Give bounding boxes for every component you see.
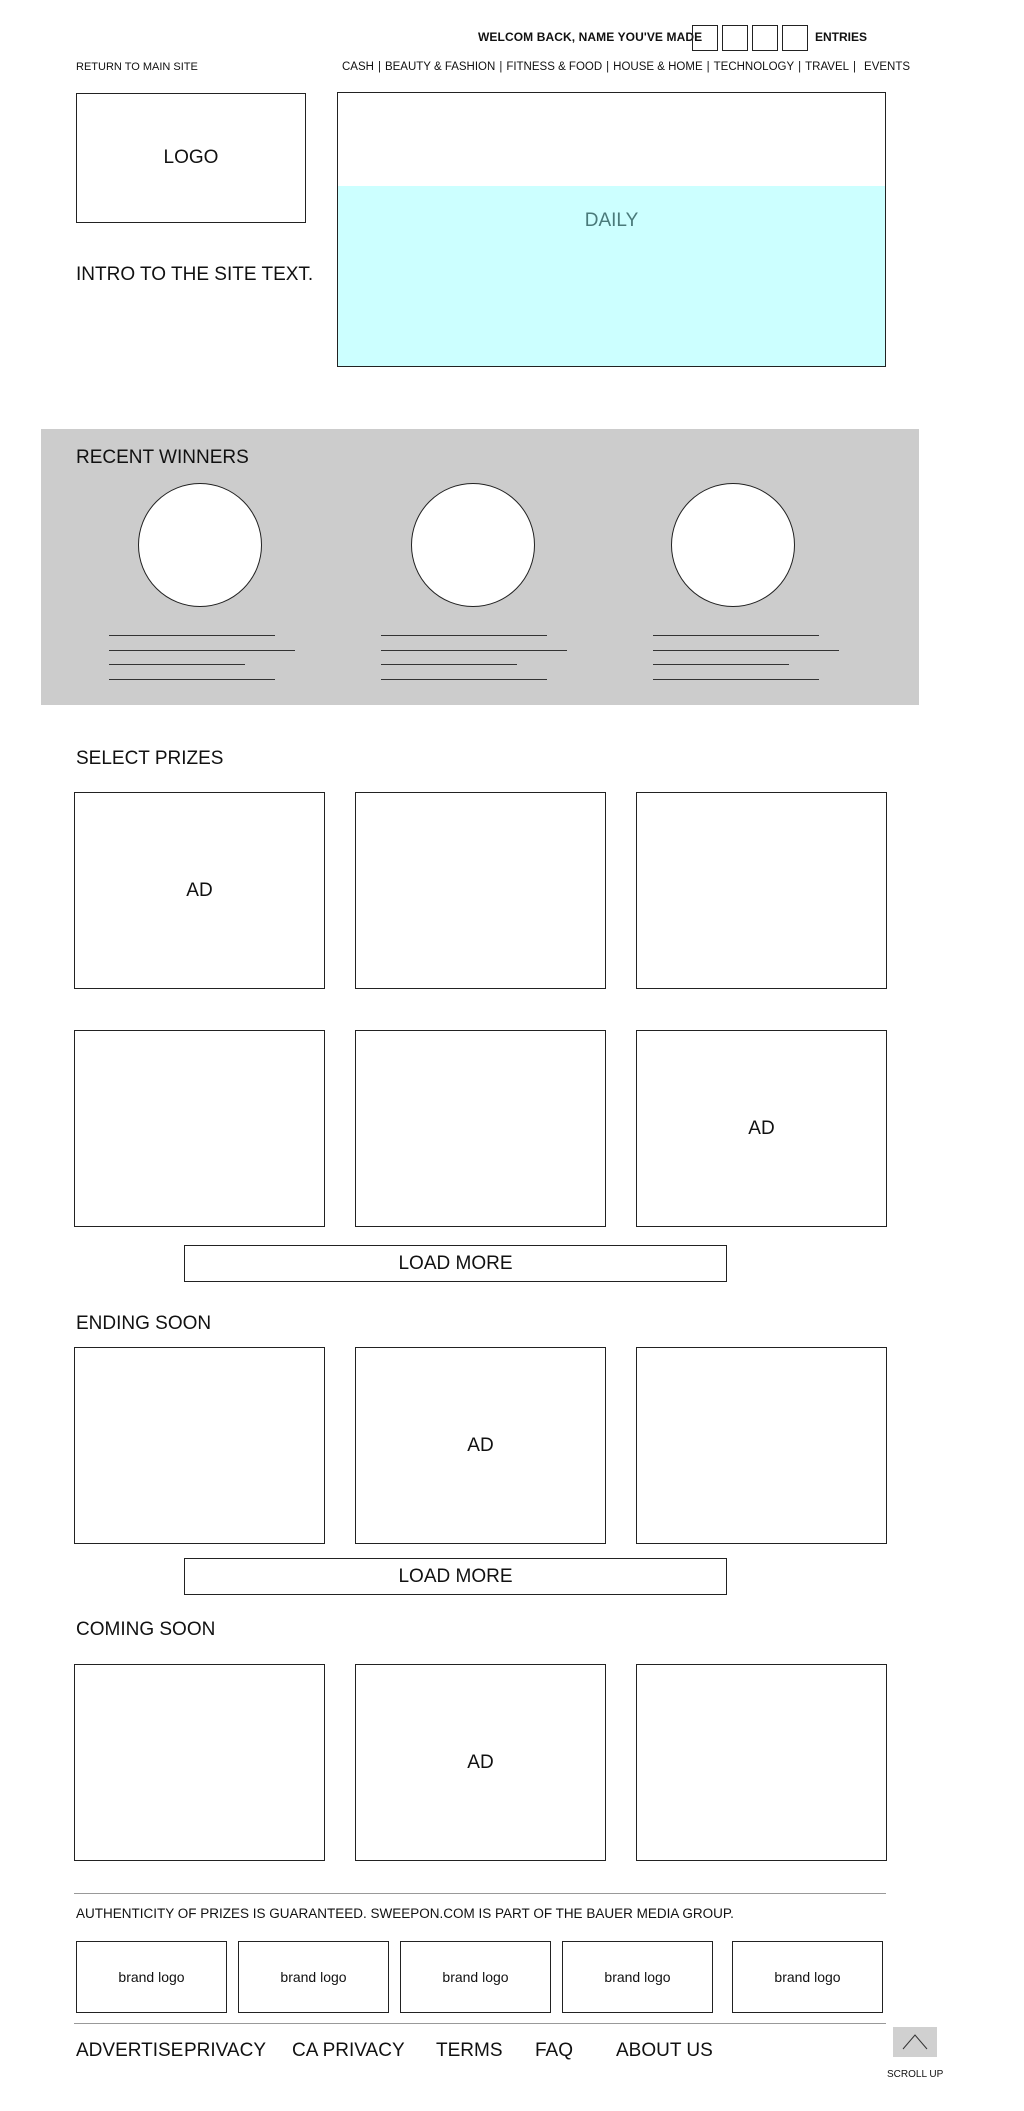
authenticity-notice: AUTHENTICITY OF PRIZES IS GUARANTEED. SWEEPON.COM IS PART OF THE BAUER MEDIA GROUP. [76, 1906, 734, 1921]
load-more-button[interactable]: LOAD MORE [184, 1245, 727, 1282]
winner-avatar[interactable] [671, 483, 795, 607]
prize-card[interactable] [636, 1664, 887, 1861]
winner-text-line [381, 679, 547, 680]
nav-item-events[interactable]: EVENTS [864, 61, 911, 73]
nav-item-fitness-food[interactable]: FITNESS & FOOD [506, 61, 603, 73]
brand-logo[interactable] [400, 1941, 551, 2013]
category-nav [342, 61, 910, 73]
footer-link-about-us[interactable]: ABOUT US [616, 2040, 713, 2061]
prize-card[interactable] [355, 1347, 606, 1544]
brand-logo-label: brand logo [280, 1969, 347, 1985]
nav-separator: | [606, 61, 610, 73]
brand-logo-label: brand logo [442, 1969, 509, 1985]
footer-divider [74, 2023, 886, 2024]
winner-text-line [381, 650, 567, 651]
select-prizes-title: SELECT PRIZES [76, 748, 224, 769]
daily-label: DAILY [584, 210, 639, 231]
footer-link-ca-privacy[interactable]: CA PRIVACY [292, 2040, 405, 2061]
footer-divider [74, 1893, 886, 1894]
logo-label: LOGO [163, 147, 219, 168]
prize-card[interactable] [355, 1664, 606, 1861]
entry-count-box [692, 25, 718, 51]
recent-winners-section [41, 429, 919, 705]
load-more-button[interactable]: LOAD MORE [184, 1558, 727, 1595]
footer-link-faq[interactable]: FAQ [535, 2040, 574, 2061]
entry-count-box [722, 25, 748, 51]
winner-text-line [653, 650, 839, 651]
recent-winners-title: RECENT WINNERS [76, 447, 249, 468]
nav-item-technology[interactable]: TECHNOLOGY [713, 61, 795, 73]
brand-logo-label: brand logo [774, 1969, 841, 1985]
prize-card[interactable] [74, 1664, 325, 1861]
hero-banner[interactable] [337, 92, 886, 367]
prize-card[interactable] [74, 1030, 325, 1227]
footer-link-advertise[interactable]: ADVERTISE [76, 2040, 184, 2061]
brand-logo[interactable] [238, 1941, 389, 2013]
ad-label: AD [467, 1434, 494, 1456]
site-logo[interactable] [76, 93, 306, 223]
entries-label: ENTRIES [815, 30, 868, 44]
nav-item-house-home[interactable]: HOUSE & HOME [613, 61, 703, 73]
welcome-message: WELCOM BACK, NAME YOU'VE MADE [478, 30, 703, 44]
return-to-main-site-link[interactable]: RETURN TO MAIN SITE [76, 61, 198, 73]
brand-logo-label: brand logo [604, 1969, 671, 1985]
ending-soon-title: ENDING SOON [76, 1313, 212, 1334]
winner-text-line [653, 635, 819, 636]
prize-card[interactable] [636, 792, 887, 989]
winner-text-line [109, 679, 275, 680]
footer-link-terms[interactable]: TERMS [436, 2040, 503, 2061]
scroll-up-icon [902, 2033, 928, 2051]
coming-soon-title: COMING SOON [76, 1619, 216, 1640]
nav-item-cash[interactable]: CASH [342, 61, 374, 73]
nav-separator: | [499, 61, 503, 73]
brand-logo[interactable] [76, 1941, 227, 2013]
scroll-up-label: SCROLL UP [887, 2069, 944, 2080]
winner-avatar[interactable] [411, 483, 535, 607]
winner-text-line [653, 664, 789, 665]
nav-separator: | [377, 61, 381, 73]
nav-separator: | [706, 61, 710, 73]
winner-text-line [109, 635, 275, 636]
prize-card[interactable] [355, 1030, 606, 1227]
ad-label: AD [467, 1751, 494, 1773]
winner-avatar[interactable] [138, 483, 262, 607]
entry-count-box [752, 25, 778, 51]
winner-text-line [653, 679, 819, 680]
entry-count-box [782, 25, 808, 51]
footer-link-privacy[interactable]: PRIVACY [184, 2040, 267, 2061]
brand-logo[interactable] [562, 1941, 713, 2013]
scroll-up-button[interactable] [893, 2027, 937, 2057]
nav-separator: | [853, 61, 857, 73]
winner-text-line [381, 664, 517, 665]
nav-separator: | [798, 61, 802, 73]
prize-card[interactable] [355, 792, 606, 989]
prize-card[interactable] [636, 1030, 887, 1227]
nav-item-beauty-fashion[interactable]: BEAUTY & FASHION [384, 61, 496, 73]
site-intro-text: INTRO TO THE SITE TEXT. [76, 264, 314, 285]
daily-panel[interactable] [338, 186, 885, 366]
prize-card[interactable] [636, 1347, 887, 1544]
brand-logo[interactable] [732, 1941, 883, 2013]
prize-card[interactable] [74, 792, 325, 989]
winner-text-line [109, 664, 245, 665]
nav-item-travel[interactable]: TRAVEL [805, 61, 850, 73]
winner-text-line [109, 650, 295, 651]
ad-label: AD [748, 1117, 775, 1139]
brand-logo-label: brand logo [118, 1969, 185, 1985]
prize-card[interactable] [74, 1347, 325, 1544]
ad-label: AD [186, 879, 213, 901]
winner-text-line [381, 635, 547, 636]
